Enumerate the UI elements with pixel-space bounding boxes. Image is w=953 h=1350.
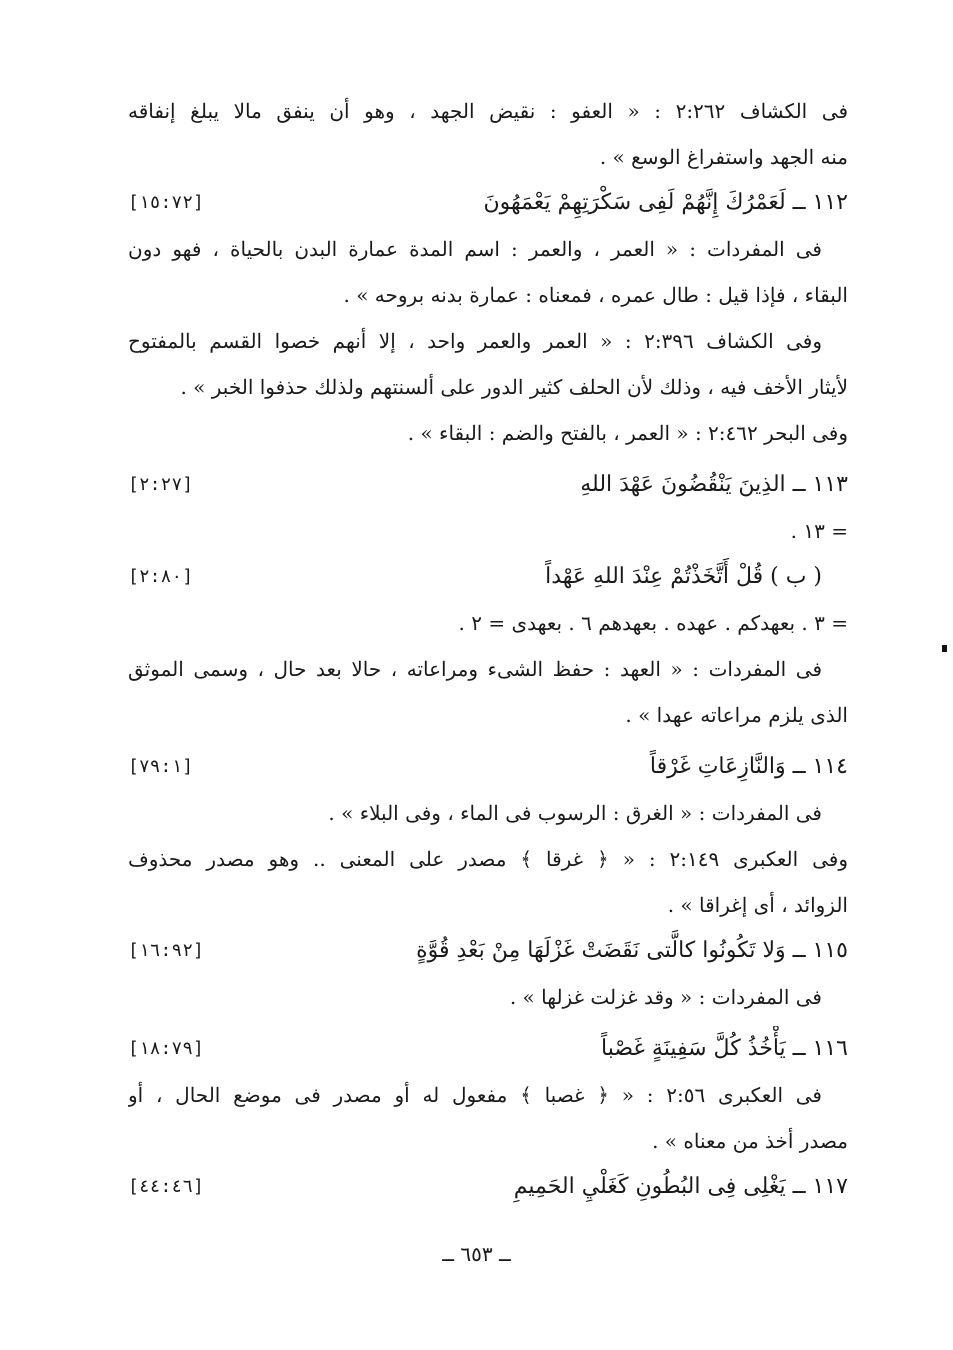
page-body (128, 88, 848, 1210)
text-line: = ١٣ . (790, 519, 848, 543)
verse-text: ١١٥ ــ وَلا تَكُونُوا كالَّتى نَقَضَتْ غَزْلَهَا مِنْ بَعْدِ قُوَّةٍ (416, 938, 848, 963)
text-line: فى العكبرى ٢:٥٦ : « ﴿ غصبا ﴾ مفعول له أو مصدر فى موضع الحال ، أو (128, 1083, 822, 1107)
text-line: الزوائد ، أى إغراقا » . (667, 893, 848, 917)
margin-mark (942, 645, 947, 652)
verse-reference: [١٨:٧٩] (128, 1038, 204, 1059)
text-line: مصدر أخذ من معناه » . (652, 1129, 848, 1153)
verse-reference: [١٦:٩٢] (128, 940, 204, 961)
verse-entry (128, 744, 848, 790)
text-line: فى المفردات : « الغرق : الرسوب فى الماء ، وفى البلاء » . (328, 801, 822, 825)
text-line: فى المفردات : « العمر ، والعمر : اسم المدة عمارة البدن بالحياة ، فهو دون (128, 237, 822, 261)
verse-entry (128, 1026, 848, 1072)
verse-entry (128, 180, 848, 226)
text-line: = ٣ . بعهدكم . عهده . بعهدهم ٦ . بعهدى = ٢ . (458, 611, 848, 635)
verse-entry (128, 462, 848, 508)
text-line: لأيثار الأخف فيه ، وذلك لأن الحلف كثير الدور على ألسنتهم ولذلك حذفوا الخبر » . (180, 375, 848, 399)
verse-text: ١١٢ ــ لَعَمْرُكَ إِنَّهُمْ لَفِى سَكْرَتِهِمْ يَعْمَهُونَ (483, 190, 848, 215)
verse-text: ١١٣ ــ الذِينَ يَنْقُضُونَ عَهْدَ اللهِ (580, 472, 848, 497)
text-line: منه الجهد واستفراغ الوسع » . (599, 145, 848, 169)
verse-text: ( ب ) قُلْ أَتَّخَذْتُمْ عِنْدَ اللهِ عَهْداً (545, 564, 822, 589)
text-line: فى الكشاف ٢:٢٦٢ : « العفو : نقيض الجهد ، وهو أن ينفق مالا يبلغ إنفاقه (128, 99, 848, 123)
verse-reference: [١٥:٧٢] (128, 192, 204, 213)
text-line: وفى الكشاف ٢:٣٩٦ : « العمر والعمر واحد ، إلا أنهم خصوا القسم بالمفتوح (128, 329, 823, 353)
text-line: البقاء ، فإذا قيل : طال عمره ، فمعناه : عمارة بدنه بروحه » . (343, 283, 848, 307)
verse-reference: [٢:٢٧] (128, 474, 194, 495)
verse-entry (128, 554, 848, 600)
page-number: ــ ٦٥٣ ــ (442, 1242, 511, 1266)
verse-text: ١١٤ ــ وَالنَّازِعَاتِ غَرْقاً (649, 754, 848, 779)
verse-entry (128, 1164, 848, 1210)
verse-reference: [٧٩:١] (128, 756, 194, 777)
verse-entry (128, 928, 848, 974)
verse-reference: [٤٤:٤٦] (128, 1176, 204, 1197)
text-line: الذى يلزم مراعاته عهدا » . (625, 703, 848, 727)
verse-text: ١١٧ ــ يَغْلِى فِى البُطُونِ كَغَلْيِ الحَمِيمِ (513, 1174, 848, 1199)
text-line: فى المفردات : « العهد : حفظ الشىء ومراعاته ، حالا بعد حال ، وسمى الموثق (128, 657, 822, 681)
text-line: وفى البحر ٢:٤٦٢ : « العمر ، بالفتح والضم : البقاء » . (407, 421, 848, 445)
verse-reference: [٢:٨٠] (128, 566, 194, 587)
verse-text: ١١٦ ــ يَأْخُذُ كُلَّ سَفِينَةٍ غَصْباً (601, 1036, 848, 1061)
text-line: فى المفردات : « وقد غزلت غزلها » . (509, 985, 822, 1009)
text-line: وفى العكبرى ٢:١٤٩ : « ﴿ غرقا ﴾ مصدر على المعنى .. وهو مصدر محذوف (128, 847, 848, 871)
